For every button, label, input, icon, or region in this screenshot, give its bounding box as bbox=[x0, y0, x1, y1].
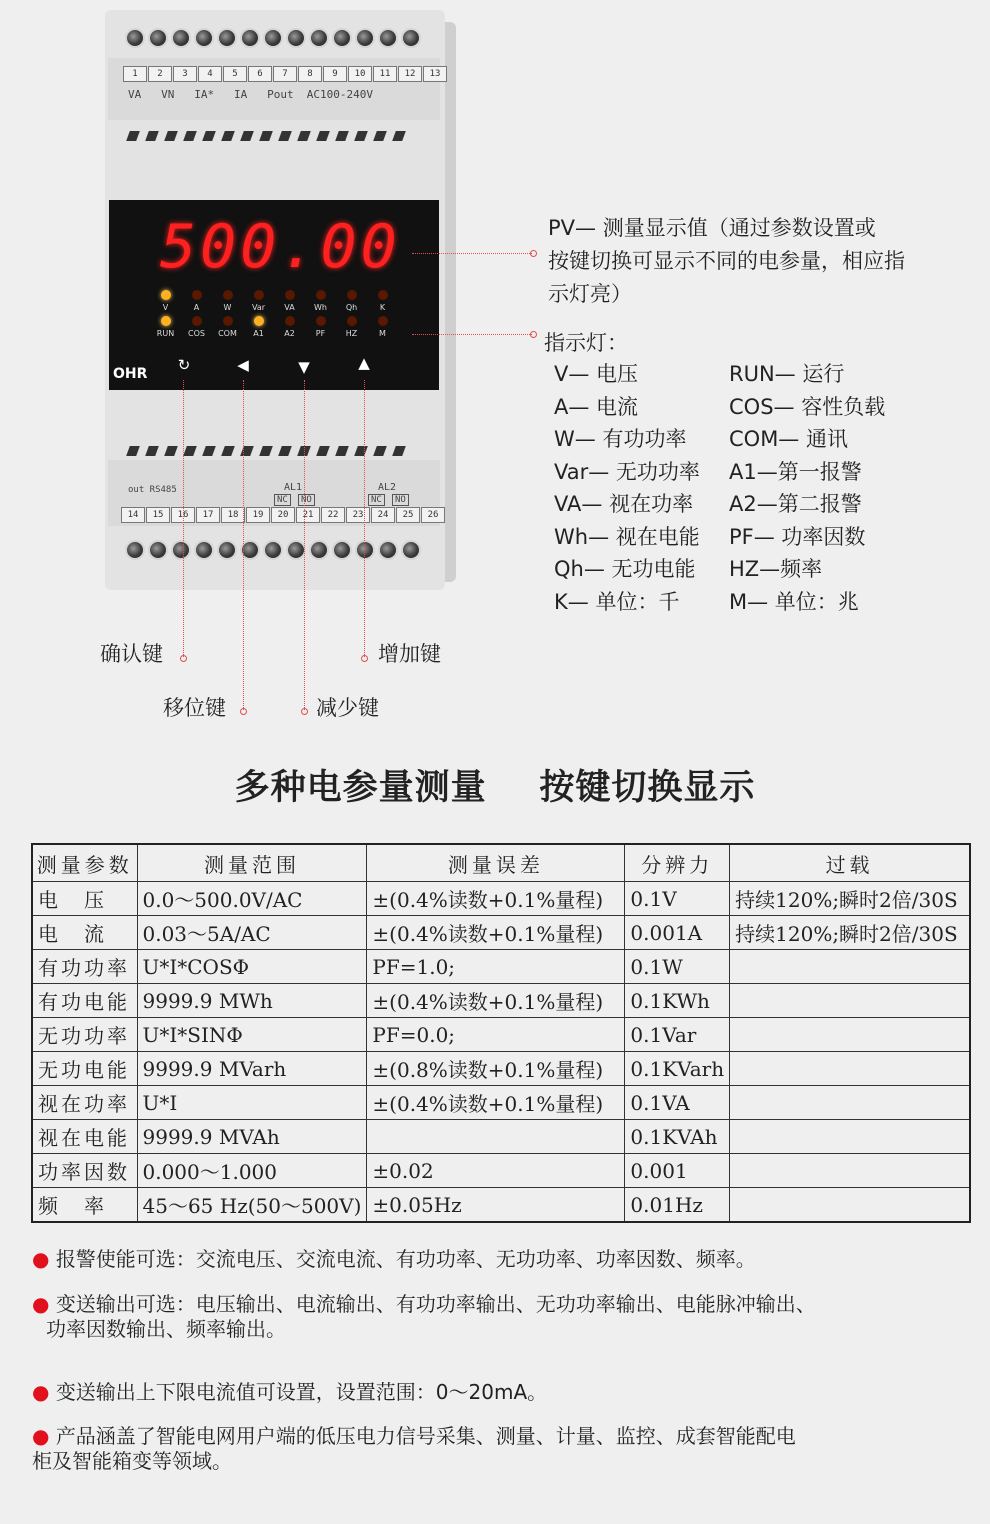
table-cell: ±(0.4%读数+0.1%量程) bbox=[367, 984, 625, 1018]
table-row bbox=[32, 1120, 970, 1154]
table-body bbox=[32, 882, 970, 1223]
vent-slot bbox=[335, 131, 349, 141]
al2-nc-label: NC bbox=[368, 494, 385, 506]
led-indicator bbox=[150, 316, 181, 338]
table-cell bbox=[730, 1120, 970, 1154]
table-cell bbox=[730, 1018, 970, 1052]
table-cell bbox=[367, 1120, 625, 1154]
decrease-key-button[interactable]: ▼ bbox=[298, 358, 310, 376]
vent-slot bbox=[145, 131, 159, 141]
vent-slot bbox=[164, 131, 178, 141]
table-cell: 电 流 bbox=[32, 916, 137, 950]
table-cell: ±0.05Hz bbox=[367, 1188, 625, 1223]
table-cell: ±(0.4%读数+0.1%量程) bbox=[367, 916, 625, 950]
table-cell: 有功功率 bbox=[32, 950, 137, 984]
spec-table bbox=[31, 843, 971, 1223]
pv-display: 500.00 bbox=[160, 212, 401, 282]
led-indicator bbox=[274, 290, 305, 312]
legend-item: Var— 无功功率 bbox=[554, 459, 700, 484]
led-lamp-icon bbox=[192, 316, 202, 326]
al2-label: AL2 bbox=[378, 482, 397, 493]
top-vent-slots bbox=[128, 131, 404, 141]
bullet-item bbox=[32, 1380, 547, 1405]
led-indicator bbox=[305, 316, 336, 338]
table-cell: ±0.02 bbox=[367, 1154, 625, 1188]
top-terminal-labels: VA VN IA* IA Pout AC100-240V bbox=[128, 88, 374, 101]
led-indicator bbox=[150, 290, 181, 312]
table-cell: 0.1KWh bbox=[625, 984, 730, 1018]
terminal-number: 26 bbox=[421, 507, 445, 523]
table-cell: 0.001A bbox=[625, 916, 730, 950]
led-lamp-icon bbox=[223, 316, 233, 326]
pv-description-3: 示灯亮） bbox=[548, 282, 632, 306]
table-cell: 无功电能 bbox=[32, 1052, 137, 1086]
terminal-screw-icon bbox=[286, 540, 306, 560]
shift-key-button[interactable]: ◀ bbox=[237, 356, 249, 374]
led-indicator bbox=[212, 290, 243, 312]
vent-slot bbox=[373, 131, 387, 141]
terminal-screw-icon bbox=[263, 28, 283, 48]
table-cell: U*I*COSΦ bbox=[137, 950, 367, 984]
increase-key-button[interactable]: ▲ bbox=[358, 354, 370, 372]
bullet-text: 产品涵盖了智能电网用户端的低压电力信号采集、测量、计量、监控、成套智能配电 bbox=[55, 1424, 796, 1448]
led-lamp-icon bbox=[285, 316, 295, 326]
terminal-number: 9 bbox=[323, 66, 347, 82]
shift-key-line bbox=[243, 380, 244, 710]
header-cell: 测量误差 bbox=[367, 844, 625, 882]
table-row bbox=[32, 984, 970, 1018]
led-indicator bbox=[181, 290, 212, 312]
table-cell bbox=[730, 950, 970, 984]
vent-slot bbox=[126, 446, 140, 456]
table-cell: 0.0～500.0V/AC bbox=[137, 882, 367, 916]
terminal-number: 18 bbox=[221, 507, 245, 523]
vent-slot bbox=[259, 131, 273, 141]
led-label: W bbox=[223, 303, 232, 312]
table-cell bbox=[730, 1086, 970, 1120]
table-cell: 0.000～1.000 bbox=[137, 1154, 367, 1188]
terminal-number: 20 bbox=[271, 507, 295, 523]
decrease-key-line-end bbox=[301, 708, 308, 715]
al2-no-label: NO bbox=[392, 494, 409, 506]
led-indicator bbox=[305, 290, 336, 312]
table-cell: 0.1KVarh bbox=[625, 1052, 730, 1086]
vent-slot bbox=[183, 446, 197, 456]
led-label: Qh bbox=[345, 303, 358, 312]
terminal-screw-icon bbox=[355, 28, 375, 48]
legend-item: COS— 容性负载 bbox=[729, 394, 886, 419]
led-label: Var bbox=[251, 303, 266, 312]
vent-slot bbox=[373, 446, 387, 456]
vent-slot bbox=[221, 446, 235, 456]
terminal-number: 21 bbox=[296, 507, 320, 523]
table-cell: 有功电能 bbox=[32, 984, 137, 1018]
increase-key-line-end bbox=[361, 655, 368, 662]
legend-item: M— 单位：兆 bbox=[729, 589, 859, 614]
led-indicator bbox=[243, 290, 274, 312]
led-label: RUN bbox=[156, 329, 175, 338]
terminal-screw-icon bbox=[217, 540, 237, 560]
table-cell: 持续120%;瞬时2倍/30S bbox=[730, 916, 970, 950]
led-label: K bbox=[379, 303, 386, 312]
bullet-text: 变送输出上下限电流值可设置，设置范围：0～20mA。 bbox=[55, 1380, 548, 1404]
terminal-screw-icon bbox=[125, 540, 145, 560]
indicator-leds bbox=[150, 290, 400, 338]
terminal-number: 16 bbox=[171, 507, 195, 523]
increase-key-label: 增加键 bbox=[378, 642, 441, 666]
led-label: M bbox=[379, 329, 386, 338]
led-indicator bbox=[367, 316, 398, 338]
terminal-screw-icon bbox=[148, 28, 168, 48]
terminal-screw-icon bbox=[263, 540, 283, 560]
terminal-screw-icon bbox=[125, 28, 145, 48]
bullet-text: 变送输出可选：电压输出、电流输出、有功功率输出、无功功率输出、电能脉冲输出、 bbox=[55, 1292, 816, 1316]
legend-item: Qh— 无功电能 bbox=[554, 557, 696, 581]
confirm-key-label: 确认键 bbox=[100, 642, 163, 666]
increase-key-line bbox=[364, 380, 365, 657]
led-lamp-icon bbox=[192, 290, 202, 300]
vent-slot bbox=[354, 131, 368, 141]
table-cell bbox=[730, 984, 970, 1018]
table-cell: 45～65 Hz(50～500V) bbox=[137, 1188, 367, 1223]
terminal-number: 25 bbox=[396, 507, 420, 523]
al1-label: AL1 bbox=[284, 482, 303, 493]
table-cell: 0.1Var bbox=[625, 1018, 730, 1052]
bullet-item bbox=[32, 1292, 816, 1342]
table-cell: 9999.9 MWh bbox=[137, 984, 367, 1018]
header-cell: 测量范围 bbox=[137, 844, 367, 882]
terminal-screw-icon bbox=[401, 540, 421, 560]
table-cell: 功率因数 bbox=[32, 1154, 137, 1188]
terminal-screw-icon bbox=[378, 28, 398, 48]
led-indicator bbox=[367, 290, 398, 312]
terminal-screw-icon bbox=[148, 540, 168, 560]
terminal-number: 4 bbox=[198, 66, 222, 82]
table-row bbox=[32, 1052, 970, 1086]
terminal-number: 5 bbox=[223, 66, 247, 82]
terminal-screw-icon bbox=[286, 28, 306, 48]
table-cell: 9999.9 MVarh bbox=[137, 1052, 367, 1086]
confirm-key-button[interactable]: ↻ bbox=[177, 356, 191, 374]
table-cell: 无功功率 bbox=[32, 1018, 137, 1052]
terminal-number: 22 bbox=[321, 507, 345, 523]
led-lamp-icon bbox=[254, 316, 264, 326]
bottom-terminal-numbers bbox=[121, 507, 446, 523]
header-cell: 过载 bbox=[730, 844, 970, 882]
terminal-number: 14 bbox=[121, 507, 145, 523]
table-cell: 频 率 bbox=[32, 1188, 137, 1223]
terminal-number: 8 bbox=[298, 66, 322, 82]
table-cell: 0.03～5A/AC bbox=[137, 916, 367, 950]
table-cell bbox=[730, 1188, 970, 1223]
confirm-key-line-end bbox=[180, 655, 187, 662]
table-cell: 电 压 bbox=[32, 882, 137, 916]
bullet-item bbox=[32, 1424, 796, 1474]
led-lamp-icon bbox=[347, 290, 357, 300]
bullet-dot: ● bbox=[32, 1380, 50, 1404]
legend-right bbox=[729, 358, 885, 618]
legend-item: V— 电压 bbox=[554, 362, 639, 386]
vent-slot bbox=[126, 131, 140, 141]
led-label: V bbox=[162, 303, 169, 312]
led-indicator bbox=[212, 316, 243, 338]
section-heading: 多种电参量测量 按键切换显示 bbox=[234, 768, 756, 808]
vent-slot bbox=[145, 446, 159, 456]
table-cell bbox=[730, 1052, 970, 1086]
led-lamp-icon bbox=[316, 316, 326, 326]
table-cell: 视在功率 bbox=[32, 1086, 137, 1120]
table-row bbox=[32, 1188, 970, 1223]
top-terminal-screws bbox=[125, 28, 421, 48]
legend-item: W— 有功功率 bbox=[554, 427, 687, 451]
table-cell: 0.1V bbox=[625, 882, 730, 916]
bullet-dot: ● bbox=[32, 1247, 50, 1271]
pv-description-1: PV— 测量显示值（通过参数设置或 bbox=[548, 216, 876, 240]
terminal-number: 13 bbox=[423, 66, 447, 82]
al1-nc-label: NC bbox=[274, 494, 291, 506]
pv-callout-end bbox=[530, 250, 537, 257]
table-cell: U*I bbox=[137, 1086, 367, 1120]
vent-slot bbox=[297, 131, 311, 141]
header-cell: 分辨力 bbox=[625, 844, 730, 882]
terminal-screw-icon bbox=[240, 28, 260, 48]
terminal-screw-icon bbox=[309, 540, 329, 560]
vent-slot bbox=[316, 131, 330, 141]
table-row bbox=[32, 1154, 970, 1188]
table-row bbox=[32, 950, 970, 984]
table-cell: ±(0.8%读数+0.1%量程) bbox=[367, 1052, 625, 1086]
led-lamp-icon bbox=[161, 316, 171, 326]
table-cell: 0.1KVAh bbox=[625, 1120, 730, 1154]
terminal-number: 12 bbox=[398, 66, 422, 82]
table-cell: ±(0.4%读数+0.1%量程) bbox=[367, 1086, 625, 1120]
vent-slot bbox=[221, 131, 235, 141]
legend-item: K— 单位：千 bbox=[554, 589, 680, 614]
terminal-number: 17 bbox=[196, 507, 220, 523]
bullet-text: 柜及智能箱变等领域。 bbox=[32, 1449, 232, 1473]
terminal-number: 3 bbox=[173, 66, 197, 82]
top-terminal-numbers bbox=[123, 66, 448, 82]
table-cell: 视在电能 bbox=[32, 1120, 137, 1154]
table-header-row bbox=[32, 844, 970, 882]
legend-item: COM— 通讯 bbox=[729, 427, 848, 451]
legend-item: A1—第一报警 bbox=[729, 459, 862, 484]
decrease-key-label: 减少键 bbox=[316, 696, 379, 720]
decrease-key-line bbox=[304, 380, 305, 710]
table-cell: PF=1.0; bbox=[367, 950, 625, 984]
terminal-number: 7 bbox=[273, 66, 297, 82]
vent-slot bbox=[316, 446, 330, 456]
vent-slot bbox=[354, 446, 368, 456]
bullet-dot: ● bbox=[32, 1424, 50, 1448]
terminal-screw-icon bbox=[194, 28, 214, 48]
terminal-number: 23 bbox=[346, 507, 370, 523]
legend-item: Wh— 视在电能 bbox=[554, 524, 700, 549]
led-indicator bbox=[336, 290, 367, 312]
legend-left bbox=[554, 358, 700, 618]
bottom-vent-slots bbox=[128, 446, 404, 456]
table-row bbox=[32, 1086, 970, 1120]
led-label: HZ bbox=[345, 329, 358, 338]
legend-item: VA— 视在功率 bbox=[554, 492, 694, 516]
vent-slot bbox=[392, 131, 406, 141]
led-label: A2 bbox=[284, 329, 295, 338]
led-indicator bbox=[336, 316, 367, 338]
terminal-number: 19 bbox=[246, 507, 270, 523]
vent-slot bbox=[164, 446, 178, 456]
terminal-screw-icon bbox=[171, 540, 191, 560]
confirm-key-line bbox=[183, 380, 184, 657]
led-indicator bbox=[274, 316, 305, 338]
table-cell bbox=[730, 1154, 970, 1188]
led-label: COM bbox=[218, 329, 237, 338]
table-row bbox=[32, 916, 970, 950]
led-lamp-icon bbox=[316, 290, 326, 300]
terminal-number: 6 bbox=[248, 66, 272, 82]
pv-description-2: 按键切换可显示不同的电参量，相应指 bbox=[548, 249, 905, 273]
led-label: A bbox=[193, 303, 200, 312]
terminal-screw-icon bbox=[401, 28, 421, 48]
header-cell: 测量参数 bbox=[32, 844, 137, 882]
led-lamp-icon bbox=[161, 290, 171, 300]
shift-key-label: 移位键 bbox=[163, 696, 226, 720]
vent-slot bbox=[202, 131, 216, 141]
table-cell: 0.1VA bbox=[625, 1086, 730, 1120]
table-cell: 持续120%;瞬时2倍/30S bbox=[730, 882, 970, 916]
vent-slot bbox=[392, 446, 406, 456]
table-row bbox=[32, 882, 970, 916]
legend-item: A2—第二报警 bbox=[729, 492, 862, 516]
terminal-screw-icon bbox=[355, 540, 375, 560]
led-label: PF bbox=[315, 329, 326, 338]
indicator-title: 指示灯： bbox=[544, 331, 628, 355]
terminal-screw-icon bbox=[171, 28, 191, 48]
legend-item: RUN— 运行 bbox=[729, 362, 845, 386]
al1-no-label: NO bbox=[298, 494, 315, 506]
terminal-screw-icon bbox=[332, 28, 352, 48]
led-lamp-icon bbox=[254, 290, 264, 300]
vent-slot bbox=[335, 446, 349, 456]
vent-slot bbox=[259, 446, 273, 456]
table-cell: 0.1W bbox=[625, 950, 730, 984]
table-cell: 9999.9 MVAh bbox=[137, 1120, 367, 1154]
terminal-number: 2 bbox=[148, 66, 172, 82]
table-cell: 0.01Hz bbox=[625, 1188, 730, 1223]
led-lamp-icon bbox=[223, 290, 233, 300]
terminal-number: 11 bbox=[373, 66, 397, 82]
led-label: COS bbox=[188, 329, 205, 338]
table-cell: 0.001 bbox=[625, 1154, 730, 1188]
rs485-label: out RS485 bbox=[128, 485, 177, 495]
bullet-text: 报警使能可选：交流电压、交流电流、有功功率、无功功率、功率因数、频率。 bbox=[55, 1247, 756, 1271]
terminal-screw-icon bbox=[332, 540, 352, 560]
bullet-item bbox=[32, 1247, 756, 1272]
terminal-screw-icon bbox=[378, 540, 398, 560]
legend-item: HZ—频率 bbox=[729, 557, 823, 581]
terminal-number: 10 bbox=[348, 66, 372, 82]
bottom-terminal-screws bbox=[125, 540, 421, 560]
bullet-text: 功率因数输出、频率输出。 bbox=[46, 1317, 286, 1341]
terminal-number: 24 bbox=[371, 507, 395, 523]
brand-logo: OHR bbox=[113, 366, 148, 382]
pv-callout-line bbox=[412, 253, 532, 254]
terminal-screw-icon bbox=[194, 540, 214, 560]
led-lamp-icon bbox=[347, 316, 357, 326]
led-label: Wh bbox=[314, 303, 327, 312]
led-lamp-icon bbox=[378, 316, 388, 326]
table-cell: ±(0.4%读数+0.1%量程) bbox=[367, 882, 625, 916]
table-row bbox=[32, 1018, 970, 1052]
terminal-number: 15 bbox=[146, 507, 170, 523]
vent-slot bbox=[278, 131, 292, 141]
terminal-number: 1 bbox=[123, 66, 147, 82]
shift-key-line-end bbox=[240, 708, 247, 715]
vent-slot bbox=[183, 131, 197, 141]
table-cell: U*I*SINΦ bbox=[137, 1018, 367, 1052]
led-lamp-icon bbox=[378, 290, 388, 300]
led-label: A1 bbox=[253, 329, 264, 338]
vent-slot bbox=[278, 446, 292, 456]
led-indicator bbox=[243, 316, 274, 338]
indicator-callout-end bbox=[530, 331, 537, 338]
legend-item: A— 电流 bbox=[554, 394, 639, 419]
legend-item: PF— 功率因数 bbox=[729, 524, 866, 549]
vent-slot bbox=[202, 446, 216, 456]
terminal-screw-icon bbox=[309, 28, 329, 48]
led-indicator bbox=[181, 316, 212, 338]
led-label: VA bbox=[284, 303, 295, 312]
terminal-screw-icon bbox=[217, 28, 237, 48]
table-cell: PF=0.0; bbox=[367, 1018, 625, 1052]
vent-slot bbox=[240, 131, 254, 141]
led-lamp-icon bbox=[285, 290, 295, 300]
indicator-callout-line bbox=[412, 334, 532, 335]
bullet-dot: ● bbox=[32, 1292, 50, 1316]
